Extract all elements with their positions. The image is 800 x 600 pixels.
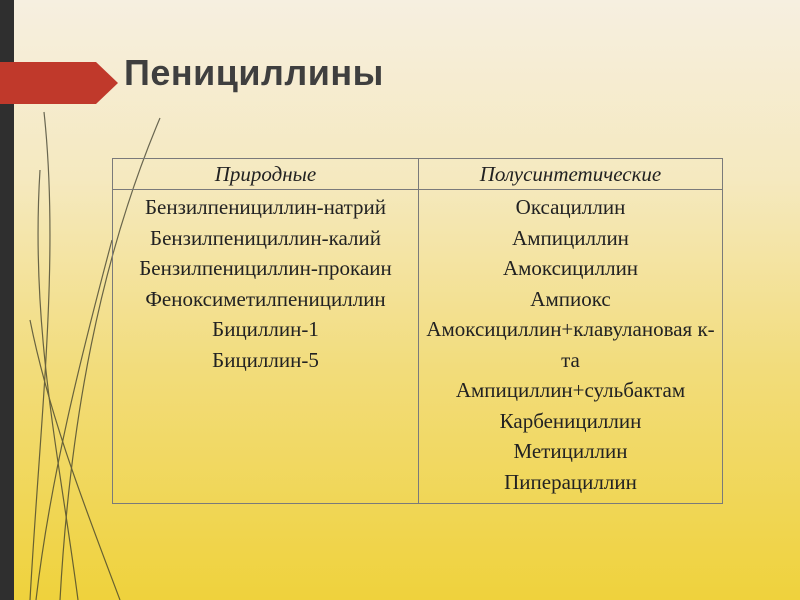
title-arrow-shape — [0, 62, 118, 104]
slide-title: Пенициллины — [124, 52, 384, 93]
natural-cell — [113, 190, 419, 504]
list-item: Метициллин — [513, 439, 628, 463]
list-item: Оксациллин — [515, 195, 626, 219]
list-item: Амоксициллин+клавулановая к-та — [426, 317, 715, 372]
list-item: Карбенициллин — [499, 408, 642, 433]
list-item: Пиперациллин — [504, 469, 637, 494]
list-item: Ампиокс — [530, 286, 611, 311]
list-item: Ампициллин+сульбактам — [455, 378, 686, 402]
list-item: Бензилпенициллин-натрий — [145, 195, 386, 219]
list-item: Бензилпенициллин-прокаин — [139, 256, 392, 280]
table-header-row — [113, 159, 723, 190]
table-row — [113, 190, 723, 504]
header-semisynthetic: Полусинтетические — [419, 159, 723, 190]
list-item: Бициллин-1 — [212, 317, 319, 341]
list-item: Бензилпенициллин-калий — [150, 225, 381, 250]
list-item: Ампициллин — [512, 225, 629, 250]
semisynthetic-cell — [419, 190, 723, 504]
list-item: Феноксиметилпенициллин — [145, 286, 386, 311]
list-item: Бициллин-5 — [212, 347, 319, 372]
penicillin-table — [112, 158, 723, 504]
list-item: Амоксициллин — [502, 256, 639, 280]
header-natural: Природные — [113, 159, 419, 190]
